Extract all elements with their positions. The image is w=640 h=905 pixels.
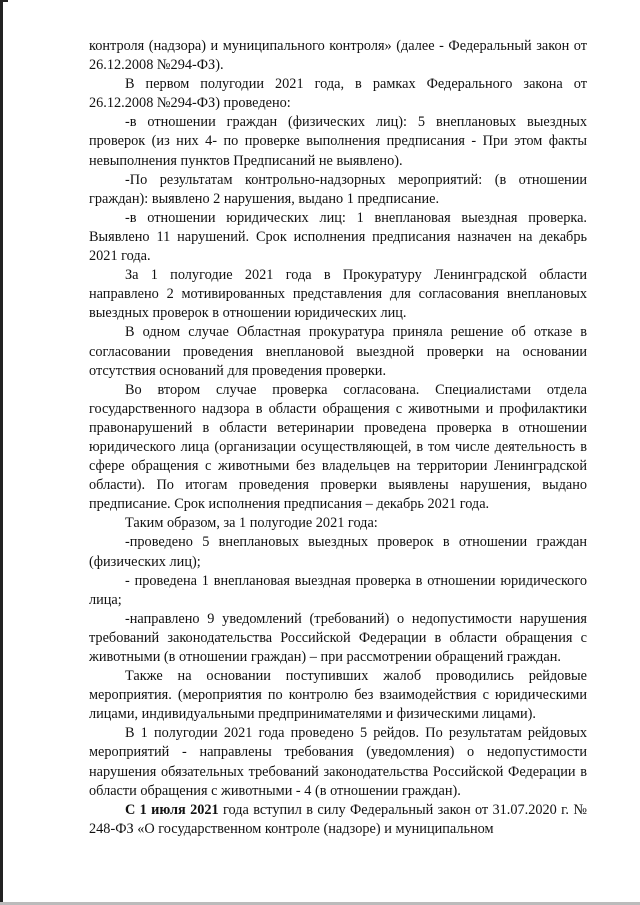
paragraph-11: -направлено 9 уведомлений (требований) о недопустимости нарушения требований законодательства Российской Федерации в области обращения с животными (в отношении граждан) – при рассмотрении обращений граждан. <box>89 610 587 665</box>
scan-corner-mark <box>0 0 8 2</box>
paragraph-2: -в отношении граждан (физических лиц): 5 внеплановых выездных проверок (из них 4- по проверке выполнения предписания - При этом факты невыполнения пунктов Предписаний не выявлено). <box>89 114 587 169</box>
paragraph-6: В одном случае Областная прокуратура приняла решение об отказе в согласовании проведения внеплановой выездной проверки на основании отсутствия оснований для проведения проверки. <box>89 324 587 379</box>
scan-edge <box>0 0 3 905</box>
effective-date: С 1 июля 2021 <box>125 801 219 818</box>
paragraph-4: -в отношении юридических лиц: 1 внеплановая выездная проверка. Выявлено 11 нарушений. Срок исполнения предписания назначен на декабрь 2021 года. <box>89 209 587 265</box>
paragraph-10: - проведена 1 внеплановая выездная проверка в отношении юридического лица; <box>89 572 587 608</box>
paragraph-14-text: года вступил в силу Федеральный закон от 31.07.2020 г. № 248-ФЗ «О государственном контроле (надзоре) и муниципальном <box>89 801 587 837</box>
paragraph-9: -проведено 5 внеплановых выездных проверок в отношении граждан (физических лиц); <box>89 534 587 570</box>
paragraph-14 <box>89 801 587 839</box>
paragraph-0: контроля (надзора) и муниципального контроля» (далее - Федеральный закон от 26.12.2008 №294-ФЗ). <box>89 38 587 74</box>
paragraph-12: Также на основании поступивших жалоб проводились рейдовые мероприятия. (мероприятия по контролю без взаимодействия с юридическими лицами, индивидуальными предпринимателями и физическими лицами). <box>89 668 587 723</box>
paragraph-5: За 1 полугодие 2021 года в Прокуратуру Ленинградской области направлено 2 мотивированных представления для согласования внеплановых выездных проверок в отношении юридических лиц. <box>89 267 587 322</box>
paragraph-13: В 1 полугодии 2021 года проведено 5 рейдов. По результатам рейдовых мероприятий - направлены требования (уведомления) о недопустимости нарушения обязательных требований законодательства Российской Федерации в области обращения с животными - 4 (в отношении граждан). <box>89 725 587 799</box>
document-body <box>89 37 587 839</box>
paragraph-1: В первом полугодии 2021 года, в рамках Федерального закона от 26.12.2008 №294-ФЗ) проведено: <box>89 76 587 112</box>
paragraph-3: -По результатам контрольно-надзорных мероприятий: (в отношении граждан): выявлено 2 нарушения, выдано 1 предписание. <box>89 171 587 207</box>
paragraph-7: Во втором случае проверка согласована. Специалистами отдела государственного надзора в области обращения с животными и профилактики правонарушений в области ветеринарии проведена проверка в отношении юридического лица (организации осуществляющей, в том числе деятельность в сфере обращения с животными без владельцев на территории Ленинградской области). По итогам проведения проверки выявлены нарушения, выдано предписание. Срок исполнения предписания – декабрь 2021 года. <box>89 381 587 513</box>
paragraph-8: Таким образом, за 1 полугодие 2021 года: <box>125 515 378 532</box>
